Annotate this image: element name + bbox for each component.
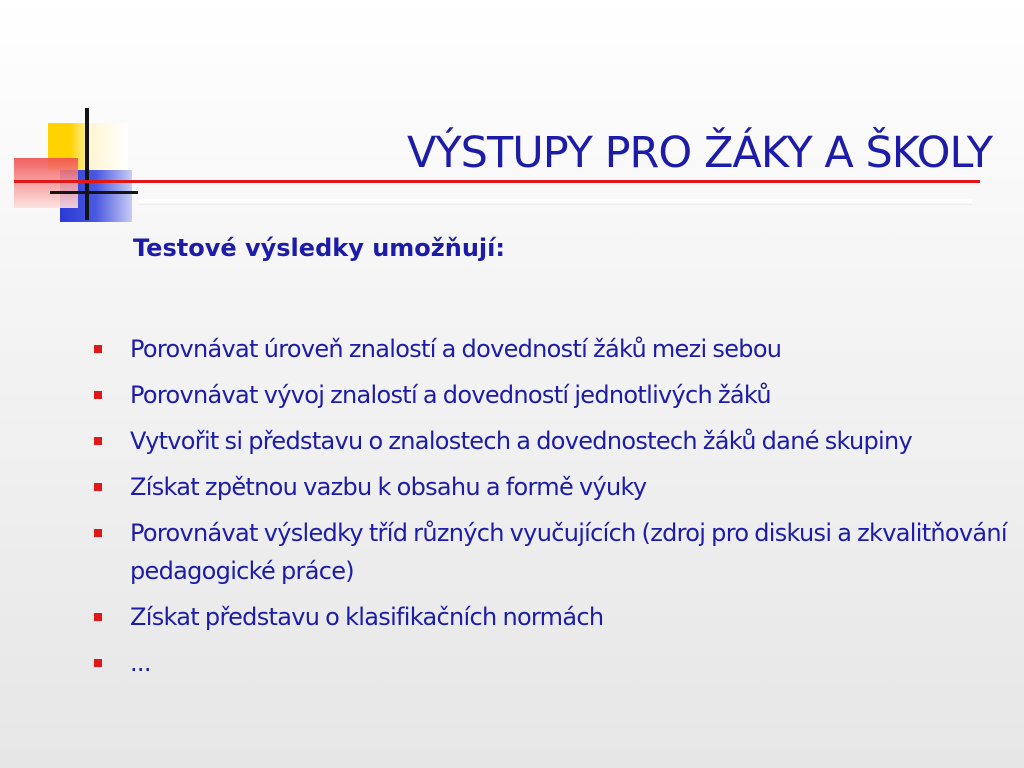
title-underline-shadow <box>138 199 972 205</box>
bullet-square-icon <box>94 391 102 399</box>
bullet-text: ... <box>130 649 151 677</box>
bullet-text: Porovnávat úroveň znalostí a dovedností žáků mezi sebou <box>130 335 782 363</box>
slide-subtitle: Testové výsledky umožňují: <box>133 234 505 262</box>
logo-horizontal-line <box>50 191 138 194</box>
bullet-item <box>0 422 1024 460</box>
bullet-item <box>0 330 1024 368</box>
bullet-square-icon <box>94 613 102 621</box>
bullet-item <box>0 468 1024 506</box>
bullet-text: Vytvořit si představu o znalostech a dovednostech žáků dané skupiny <box>130 427 912 455</box>
bullet-text: Porovnávat vývoj znalostí a dovedností jednotlivých žáků <box>130 381 771 409</box>
bullet-square-icon <box>94 437 102 445</box>
bullet-square-icon <box>94 483 102 491</box>
bullet-square-icon <box>94 345 102 353</box>
title-underline <box>14 180 980 183</box>
logo-square-red <box>14 158 78 208</box>
colored-squares-logo <box>10 108 150 228</box>
bullet-item <box>0 598 1024 636</box>
bullet-text: Získat představu o klasifikačních normách <box>130 603 604 631</box>
bullet-text: Porovnávat výsledky tříd různých vyučujících (zdroj pro diskusi a zkvalitňování pedagogické práce) <box>130 519 1007 585</box>
bullet-text: Získat zpětnou vazbu k obsahu a formě výuky <box>130 473 647 501</box>
bullet-list <box>0 330 1024 690</box>
bullet-item <box>0 376 1024 414</box>
bullet-square-icon <box>94 529 102 537</box>
bullet-square-icon <box>94 659 102 667</box>
bullet-item <box>0 514 1024 590</box>
logo-square-pale-yellow <box>88 123 128 170</box>
slide-title: VÝSTUPY PRO ŽÁKY A ŠKOLY <box>406 128 992 178</box>
logo-vertical-line <box>85 108 89 220</box>
bullet-item <box>0 644 1024 682</box>
